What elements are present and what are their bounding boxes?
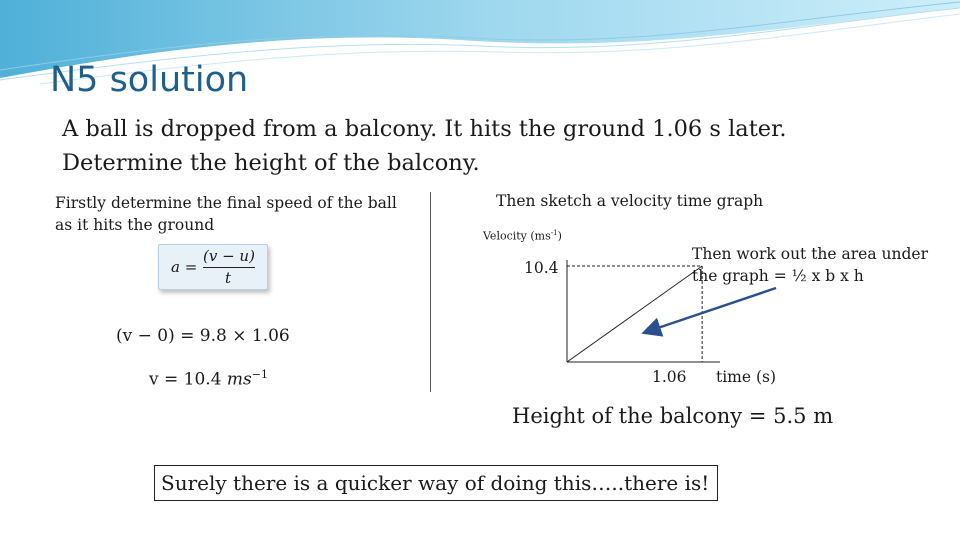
formula-denominator: t: [225, 269, 232, 287]
step1-text: [55, 192, 397, 236]
problem-statement: [62, 112, 787, 180]
x-tick-label: 1.06: [652, 368, 687, 386]
problem-line-1: A ball is dropped from a balcony. It hits the ground 1.06 s later.: [62, 116, 787, 142]
equation-1: (v − 0) = 9.8 × 1.06: [116, 326, 290, 346]
area-line-2: the graph = ½ x b x h: [692, 267, 864, 285]
result-height: Height of the balcony = 5.5 m: [512, 404, 834, 428]
fraction-bar: [203, 267, 255, 268]
formula-lhs: a =: [171, 258, 198, 276]
formula-numerator: (v − u): [203, 247, 255, 265]
y-axis-label-exponent: -1: [550, 229, 558, 237]
equation-2-exponent: −1: [251, 368, 268, 381]
acceleration-formula-box: [158, 244, 268, 290]
column-divider: [430, 192, 431, 392]
y-tick-label: 10.4: [524, 259, 559, 277]
step1-line-1: Firstly determine the final speed of the ball: [55, 194, 397, 212]
step1-line-2: as it hits the ground: [55, 216, 215, 234]
step2-text: Then sketch a velocity time graph: [496, 192, 764, 210]
area-line-1: Then work out the area under: [692, 245, 928, 263]
slide-title: N5 solution: [50, 60, 249, 100]
area-pointer-arrow: [630, 270, 790, 350]
problem-line-2: Determine the height of the balcony.: [62, 150, 480, 176]
y-axis-label-close: ): [557, 229, 562, 243]
equation-2: [149, 368, 268, 390]
y-axis-label: [483, 229, 562, 243]
y-axis-label-base: Velocity (ms: [483, 229, 551, 243]
x-axis-label: time (s): [716, 368, 777, 386]
equation-2-unit: ms: [226, 369, 252, 390]
equation-2-lhs: v = 10.4: [149, 369, 222, 390]
quicker-method-box: Surely there is a quicker way of doing this…..there is!: [154, 465, 718, 501]
